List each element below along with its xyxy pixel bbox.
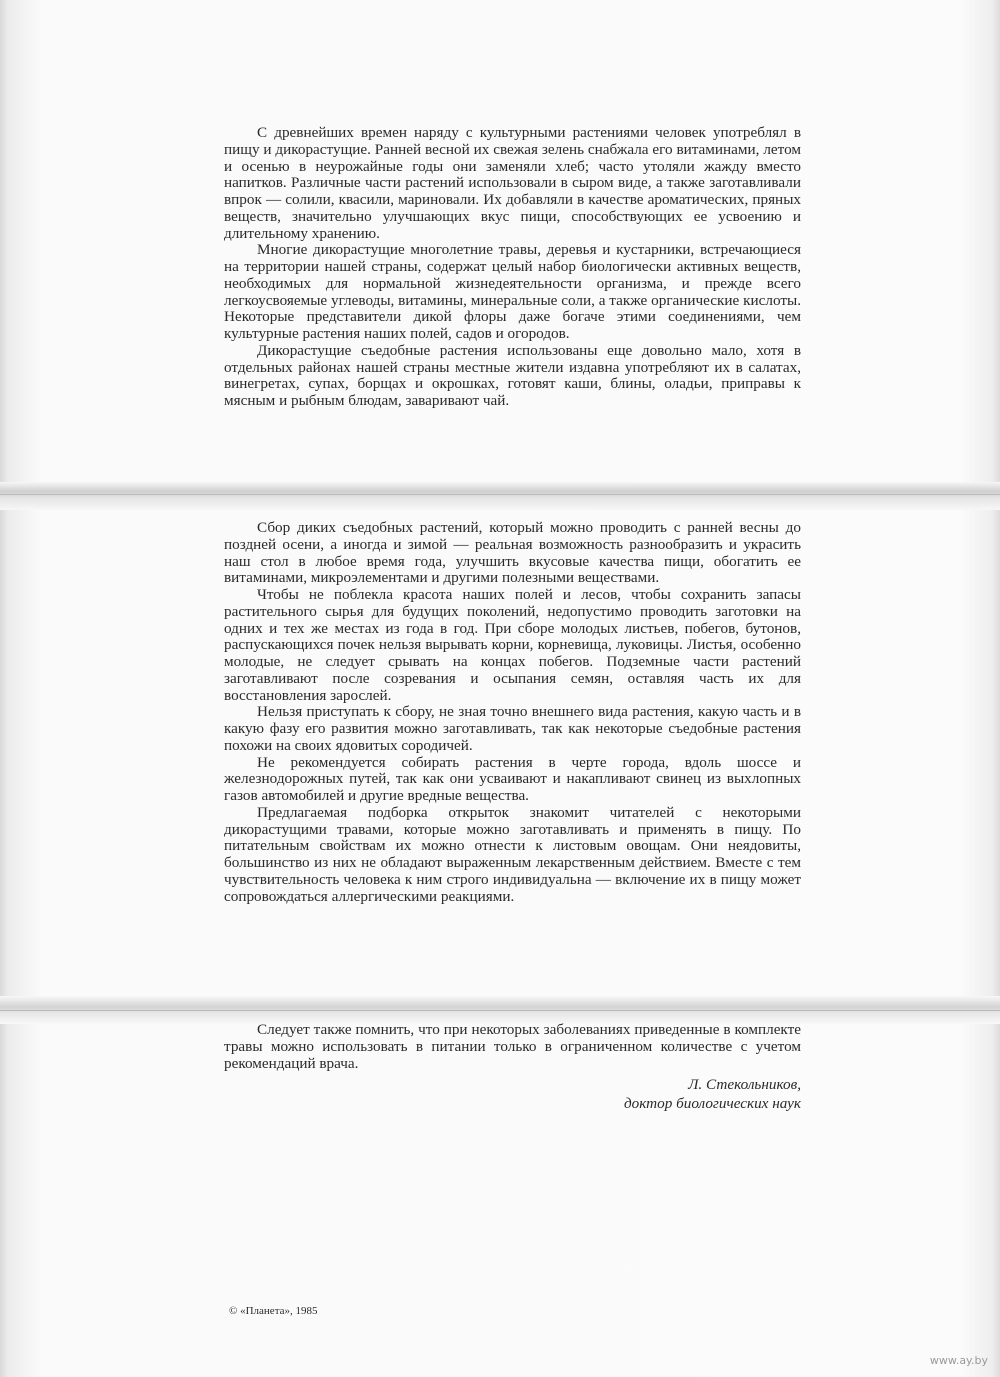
fold-crease [0,1010,1000,1011]
paragraph: С древнейших времен наряду с культурными растениями человек употреблял в пищу и дикорастущие. Ранней весной их свежая зелень снабжала его витаминами, летом и осенью в неурожайные годы они заменяли хлеб; часто утоляли жажду вместо напитков. Различные части растений использовали в сыром виде, а также заготавливали впрок — солили, квасили, мариновали. Их добавляли в качестве ароматических, пряных веществ, значительно улучшающих вкус пищи, способствующих ее усвоению и длительному хранению. [224,124,801,242]
paragraph: Следует также помнить, что при некоторых заболеваниях приведенные в комплекте травы можно использовать в питании только в ограниченном количестве с учетом рекомендаций врача. [224,1021,801,1072]
paragraph: Многие дикорастущие многолетние травы, деревья и кустарники, встречающиеся на территории нашей страны, содержат целый набор биологически активных веществ, необходимых для нормальной жизнедеятельности организма, и прежде всего легкоусвояемые углеводы, витамины, минеральные соли, а также органические кислоты. Некоторые представители дикой флоры даже богаче этими соединениями, чем культурные растения наших полей, садов и огородов. [224,241,801,342]
author-title: доктор биологических наук [623,1095,801,1112]
text-section-intro [224,125,801,410]
paragraph: Дикорастущие съедобные растения использованы еще довольно мало, хотя в отдельных районах нашей страны местные жители издавна употребляют их в салатах, винегретах, супах, борщах и окрошках, готовят каши, блины, оладьи, приправы к мясным и рыбным блюдам, заваривают чай. [224,341,801,409]
paper-fold [0,996,1000,1024]
author-signature [624,1075,801,1113]
paragraph: Не рекомендуется собирать растения в черте города, вдоль шоссе и железнодорожных путей, так как они усваивают и накапливают свинец из выхлопных газов автомобилей и другие вредные вещества. [224,753,801,804]
paper-fold [0,482,1000,510]
author-name: Л. Стекольников, [688,1076,801,1093]
fold-crease [0,494,1000,495]
copyright-notice: © «Планета», 1985 [229,1305,318,1317]
text-section-closing [224,1022,801,1072]
text-section-gathering [224,520,801,905]
paragraph: Чтобы не поблекла красота наших полей и лесов, чтобы сохранить запасы растительного сырья для будущих поколений, недопустимо проводить заготовки на одних и тех же местах из года в год. При сборе молодых листьев, побегов, бутонов, распускающихся почек нельзя вырывать корни, корневища, луковицы. Листья, особенно молодые, не следует срывать на концах побегов. Подземные части растений заготавливают после созревания и осыпания семян, оставляя часть их для восстановления зарослей. [224,586,801,704]
watermark: www.ay.by [929,1354,988,1367]
paragraph: Сбор диких съедобных растений, который можно проводить с ранней весны до поздней осени, а иногда и зимой — реальная возможность разнообразить и украсить наш стол в любое время года, улучшить вкусовые качества пищи, обогатить ее витаминами, микроэлементами и другими полезными веществами. [224,519,801,587]
paragraph: Нельзя приступать к сбору, не зная точно внешнего вида растения, какую часть и в какую фазу его развития можно заготавливать, так как некоторые съедобные растения похожи на своих ядовитых сородичей. [224,703,801,754]
paragraph: Предлагаемая подборка открыток знакомит читателей с некоторыми дикорастущими травами, которые можно заготавливать и применять в пищу. По питательным свойствам их можно отнести к листовым овощам. Они неядовиты, большинство из них не обладают выраженным лекарственным действием. Вместе с тем чувствительность человека к ним строго индивидуальна — включение их в пищу может сопровождаться аллергическими реакциями. [224,803,801,905]
